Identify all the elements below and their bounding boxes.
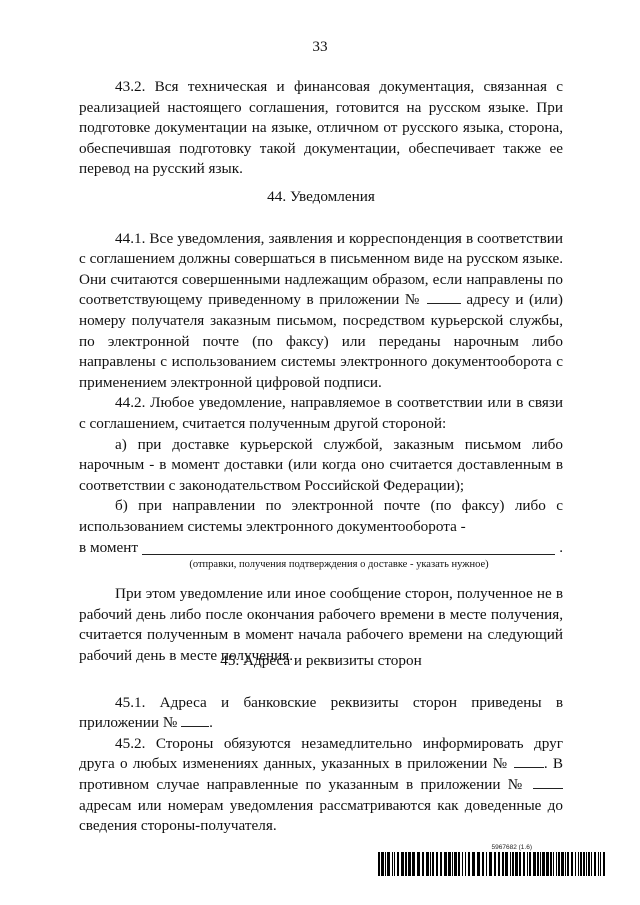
moment-blank[interactable]: [142, 540, 555, 555]
paragraph-44-2-b: б) при направлении по электронной почте (по факсу) либо с использованием системы электронного документооборота -: [79, 497, 563, 535]
barcode-image: [378, 852, 605, 876]
section-45: [79, 651, 563, 837]
page-number: 33: [312, 38, 328, 55]
appendix-number-blank[interactable]: [514, 755, 544, 768]
paragraph-44-3: При этом уведомление или иное сообщение сторон, полученное не в рабочий день либо после окончания рабочего времени в месте получения, считается полученным в момент начала рабочего времени на следующий рабочий день в месте получения.: [79, 585, 563, 664]
paragraph-45-1-text: 45.1. Адреса и банковские реквизиты сторон приведены в приложении №: [79, 693, 563, 732]
paragraph-44-1-text-b: адресу и (или) номеру получателя заказным письмом, посредством курьерской службы, по электронной почте (по факсу) или переданы нарочным либо направлены с использованием системы электронного документооборота с применением электронной цифровой подписи.: [79, 291, 563, 391]
paragraph-43-2: 43.2. Вся техническая и финансовая документация, связанная с реализацией настоящего соглашения, готовится на русском языке. При подготовке документации на языке, отличном от русского языка, сторона, обеспечившая подготовку такой документации, обеспечивает также ее перевод на русский язык.: [79, 78, 563, 178]
moment-end: .: [559, 538, 563, 556]
section-heading-44: 44. Уведомления: [267, 188, 375, 205]
paragraph-44-1-text-a: 44.1. Все уведомления, заявления и корреспонденция в соответствии с соглашением должны совершаться в письменном виде на русском языке. Они считаются совершенными надлежащим образом, если направлены по соответствующему приведенному в приложении №: [79, 229, 563, 309]
appendix-number-blank[interactable]: [533, 776, 563, 789]
appendix-number-blank[interactable]: [427, 291, 461, 304]
paragraph-44-2: 44.2. Любое уведомление, направляемое в соответствии или в связи с соглашением, считается полученным другой стороной:: [79, 394, 563, 432]
paragraph-45-2-text-a: 45.2. Стороны обязуются незамедлительно информировать друг друга о любых изменениях данных, указанных в приложении №: [79, 734, 563, 773]
moment-fill-line: [79, 538, 563, 559]
paragraph-45-2: [79, 734, 563, 837]
section-44: [79, 187, 563, 666]
paragraph-45-1: [79, 693, 563, 734]
paragraph-44-2-a: а) при доставке курьерской службой, заказным письмом либо нарочным - в момент доставки (или когда оно считается доставленным в соответствии с законодательством Российской Федерации);: [79, 435, 563, 494]
paragraph-45-1-end: .: [209, 714, 213, 732]
moment-label: в момент: [79, 538, 138, 556]
paragraph-45-2-text-c: адресам или номерам уведомления рассматриваются как доведенные до сведения стороны-получателя.: [79, 796, 563, 835]
document-code: 5967682 (1.6): [491, 844, 532, 851]
section-43: [79, 77, 563, 180]
appendix-number-blank[interactable]: [181, 714, 209, 727]
paragraph-45-2-text-b: . В противном случае направленные по указанным в приложении №: [79, 755, 563, 793]
section-heading-45: 45. Адреса и реквизиты сторон: [220, 652, 422, 669]
paragraph-44-1: [79, 229, 563, 394]
moment-footnote: (отправки, получения подтверждения о доставке - указать нужное): [189, 559, 489, 571]
